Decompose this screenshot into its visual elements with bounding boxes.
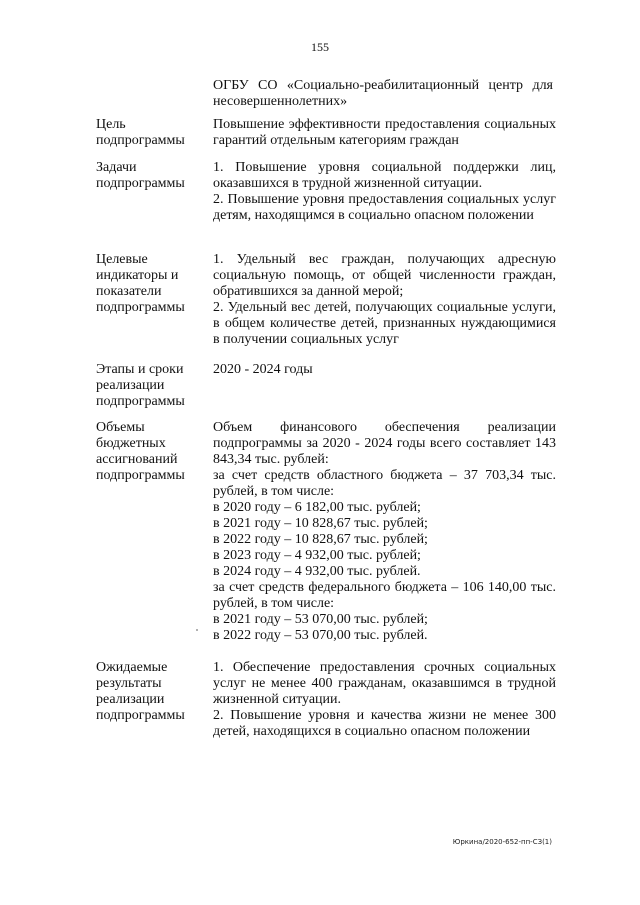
- value-paragraph: 1. Удельный вес граждан, получающих адресную социальную помощь, от общей численности граждан, обратившихся за данной мерой;: [213, 252, 556, 299]
- page-number: 155: [311, 40, 329, 54]
- passport-row-expected-results: [96, 660, 556, 740]
- value-line: в 2021 году – 53 070,00 тыс. рублей;: [213, 612, 428, 627]
- value-paragraph: 1. Обеспечение предоставления срочных социальных услуг не менее 400 гражданам, оказавшимся в трудной жизненной ситуации.: [213, 660, 556, 707]
- value-line: в 2022 году – 10 828,67 тыс. рублей;: [213, 532, 428, 547]
- value-line: в 2020 году – 6 182,00 тыс. рублей;: [213, 500, 421, 515]
- value-line: в 2021 году – 10 828,67 тыс. рублей;: [213, 516, 428, 531]
- row-label: Этапы и сроки реализации подпрограммы: [96, 362, 185, 409]
- row-label: Целевые индикаторы и показатели подпрограммы: [96, 252, 185, 315]
- scan-speck: [196, 629, 198, 631]
- value-paragraph: Объем финансового обеспечения реализации подпрограммы за 2020 - 2024 годы всего составляет 143 843,34 тыс. рублей:: [213, 420, 556, 467]
- row-value: [213, 660, 556, 740]
- row-value: [213, 420, 556, 644]
- document-code-footer: Юркина/2020-652-пп-СЗ(1): [452, 838, 552, 846]
- row-value: [213, 160, 556, 224]
- value-line: в 2024 году – 4 932,00 тыс. рублей.: [213, 564, 421, 579]
- passport-row-timeline: [96, 362, 556, 410]
- value-line: в 2023 году – 4 932,00 тыс. рублей;: [213, 548, 421, 563]
- passport-row-goal: [96, 117, 556, 149]
- value-paragraph: 1. Повышение уровня социальной поддержки лиц, оказавшихся в трудной жизненной ситуации.: [213, 160, 556, 191]
- row-label: Задачи подпрограммы: [96, 160, 185, 191]
- value-line: в 2022 году – 53 070,00 тыс. рублей.: [213, 628, 428, 643]
- passport-row-tasks: [96, 160, 556, 224]
- value-paragraph: 2020 - 2024 годы: [213, 362, 313, 377]
- value-paragraph: Повышение эффективности предоставления социальных гарантий отдельным категориям граждан: [213, 117, 556, 148]
- row-value: [213, 362, 556, 410]
- value-paragraph: 2. Удельный вес детей, получающих социальные услуги, в общем количестве детей, признанных нуждающимися в получении социальных услуг: [213, 300, 556, 347]
- row-label: Ожидаемые результаты реализации подпрограммы: [96, 660, 185, 723]
- row-value: [213, 117, 556, 149]
- value-paragraph: за счет средств федерального бюджета – 106 140,00 тыс. рублей, в том числе:: [213, 580, 556, 611]
- value-paragraph: за счет средств областного бюджета – 37 703,34 тыс. рублей, в том числе:: [213, 468, 556, 499]
- row-value: [213, 252, 556, 348]
- row-label: Цель подпрограммы: [96, 117, 185, 148]
- value-paragraph: 2. Повышение уровня и качества жизни не менее 300 детей, находящихся в социально опасном положении: [213, 708, 556, 739]
- organization-name: ОГБУ СО «Социально-реабилитационный центр для несовершеннолетних»: [213, 78, 553, 109]
- row-label: Объемы бюджетных ассигнований подпрограммы: [96, 420, 185, 483]
- passport-row-funding: [96, 420, 556, 644]
- passport-row-indicators: [96, 252, 556, 348]
- value-paragraph: 2. Повышение уровня предоставления социальных услуг детям, находящимся в социально опасном положении: [213, 192, 556, 223]
